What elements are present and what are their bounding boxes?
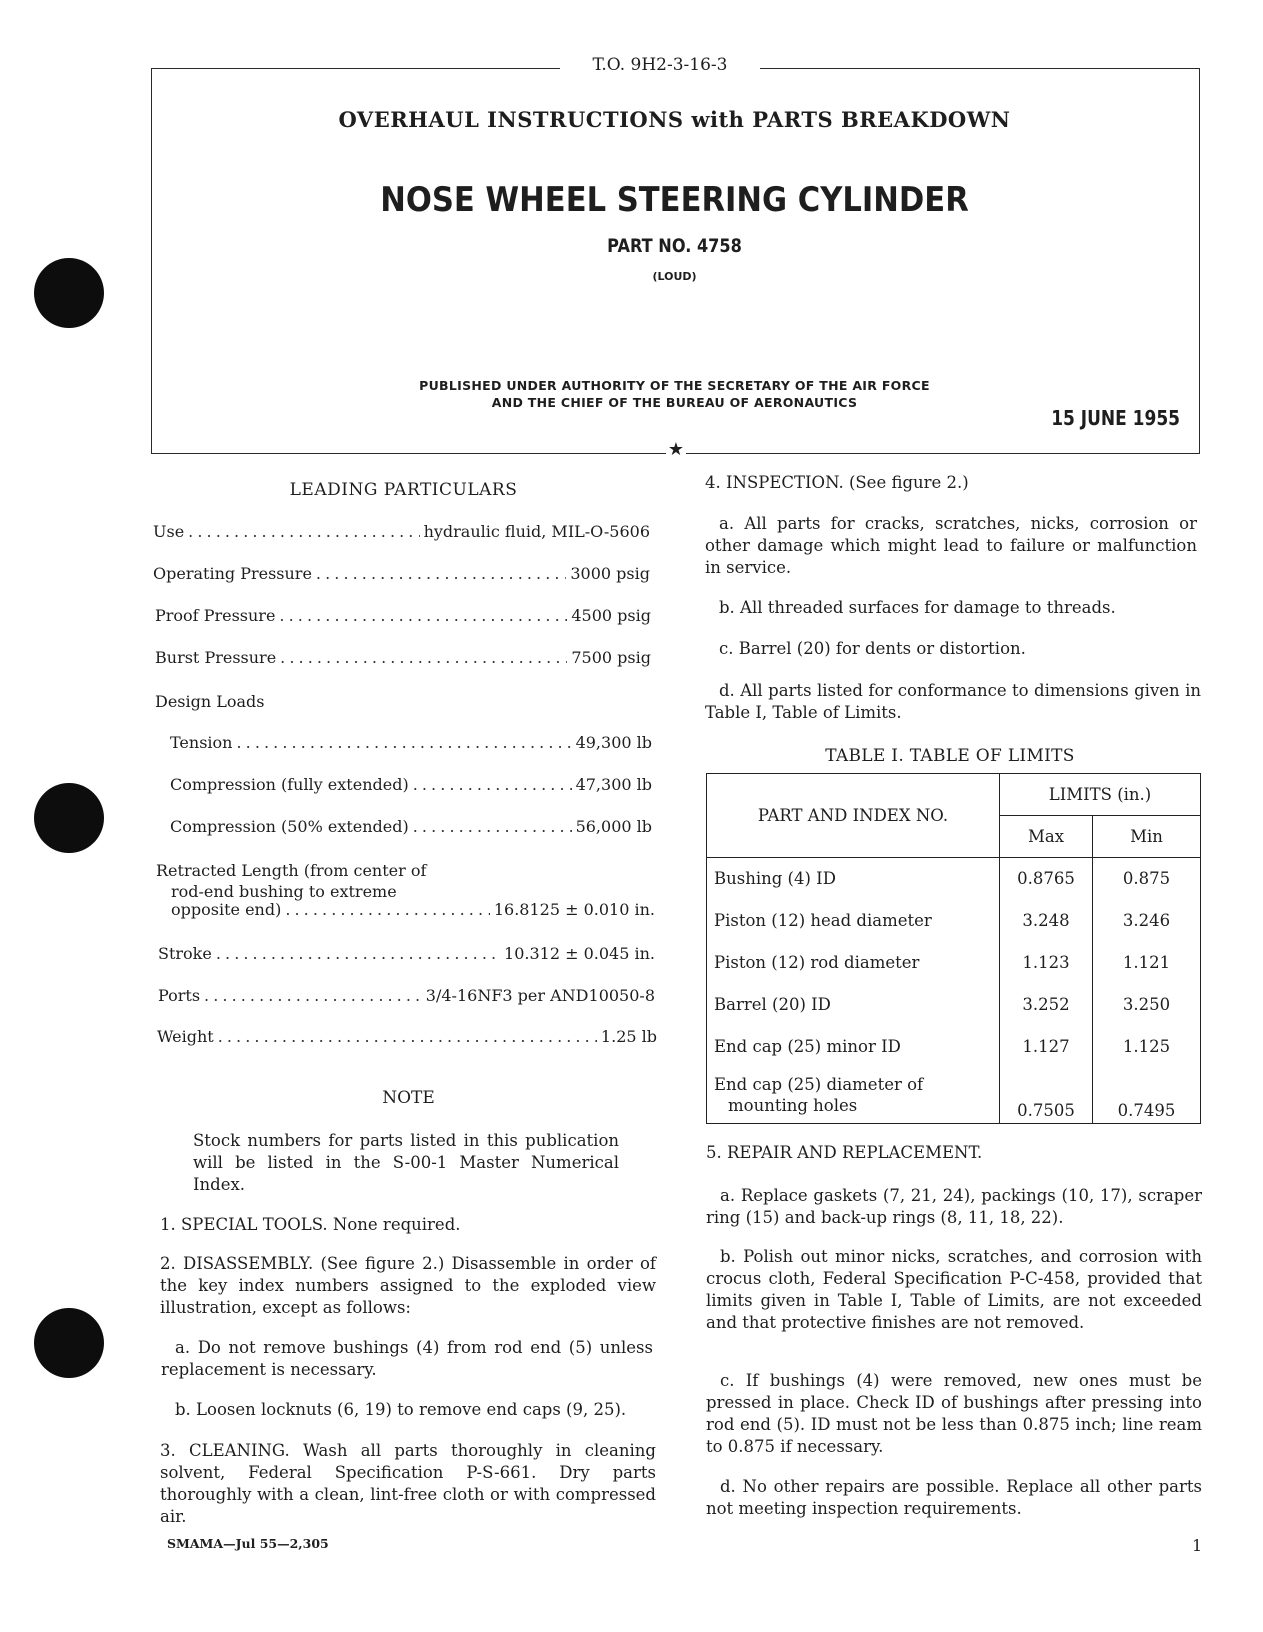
particular-proof-pressure: Proof Pressure . . . 4500 psig xyxy=(155,606,651,625)
particular-compression-50: Compression (50% extended) . . . 56,000 lb xyxy=(170,817,652,836)
particular-operating-pressure: Operating Pressure . . . 3000 psig xyxy=(153,564,650,583)
particular-retracted-line-2: rod-end bushing to extreme xyxy=(171,882,397,901)
table-row xyxy=(707,942,1201,984)
punch-hole-middle xyxy=(34,783,104,853)
punch-hole-bottom xyxy=(34,1308,104,1378)
table-row xyxy=(707,1068,1201,1124)
particular-weight: Weight . . . 1.25 lb xyxy=(157,1027,657,1046)
particular-retracted-line-1: Retracted Length (from center of xyxy=(156,861,427,880)
particular-stroke: Stroke . . . 10.312 ± 0.045 in. xyxy=(158,944,655,963)
part-cell: Bushing (4) ID xyxy=(707,858,1000,900)
publication-date: 15 JUNE 1955 xyxy=(1051,406,1180,430)
max-cell: 3.252 xyxy=(1000,984,1093,1026)
part-cell: End cap (25) minor ID xyxy=(707,1026,1000,1068)
section-repair-b: b. Polish out minor nicks, scratches, and corrosion with crocus cloth, Federal Specification P-C-458, provided that limits given in Table I, Table of Limits, are not exceeded and that protective finishes are not removed. xyxy=(706,1247,1202,1332)
table-row xyxy=(707,900,1201,942)
min-cell: 0.875 xyxy=(1093,858,1201,900)
section-disassembly-a: a. Do not remove bushings (4) from rod end (5) unless replacement is necessary. xyxy=(161,1338,653,1379)
section-disassembly: 2. DISASSEMBLY. (See figure 2.) Disassemble in order of the key index numbers assigned to the exploded view illustration, except as follows: xyxy=(160,1254,656,1317)
section-repair-a: a. Replace gaskets (7, 21, 24), packings (10, 17), scraper ring (15) and back-up rings (8, 11, 18, 22). xyxy=(706,1186,1202,1227)
header-limits: LIMITS (in.) xyxy=(1000,774,1201,816)
particular-retracted-length: opposite end) . . . 16.8125 ± 0.010 in. xyxy=(171,900,655,919)
min-cell: 3.250 xyxy=(1093,984,1201,1026)
leading-particulars-heading: LEADING PARTICULARS xyxy=(289,480,518,500)
table-title: TABLE I. TABLE OF LIMITS xyxy=(825,746,1075,766)
max-cell: 3.248 xyxy=(1000,900,1093,942)
particular-compression-full: Compression (fully extended) . . . 47,300 lb xyxy=(170,775,652,794)
section-cleaning: 3. CLEANING. Wash all parts thoroughly in cleaning solvent, Federal Specification P-S-661. Dry parts thoroughly with a clean, lint-free cloth or with compressed air. xyxy=(160,1441,656,1526)
min-cell: 1.125 xyxy=(1093,1026,1201,1068)
min-cell: 1.121 xyxy=(1093,942,1201,984)
section-repair-d: d. No other repairs are possible. Replace all other parts not meeting inspection requirements. xyxy=(706,1477,1202,1518)
document-type: OVERHAUL INSTRUCTIONS with PARTS BREAKDOWN xyxy=(338,107,1011,132)
part-cell xyxy=(707,1068,1000,1124)
section-inspection-a: a. All parts for cracks, scratches, nicks, corrosion or other damage which might lead to failure or malfunction in service. xyxy=(705,514,1197,577)
table-row xyxy=(707,984,1201,1026)
header-max: Max xyxy=(1000,816,1093,858)
section-special-tools: 1. SPECIAL TOOLS. None required. xyxy=(160,1215,461,1234)
max-cell: 1.123 xyxy=(1000,942,1093,984)
section-inspection-c: c. Barrel (20) for dents or distortion. xyxy=(719,639,1026,658)
particular-design-loads: Design Loads xyxy=(155,692,265,711)
part-cell-line-1: End cap (25) diameter of xyxy=(714,1075,924,1095)
section-inspection: 4. INSPECTION. (See figure 2.) xyxy=(705,473,969,492)
part-cell: Barrel (20) ID xyxy=(707,984,1000,1026)
page-number: 1 xyxy=(1192,1536,1203,1555)
main-title: NOSE WHEEL STEERING CYLINDER xyxy=(380,180,969,220)
limits-table xyxy=(706,773,1201,1124)
header-min: Min xyxy=(1093,816,1201,858)
note-heading: NOTE xyxy=(382,1088,435,1108)
max-cell: 0.8765 xyxy=(1000,858,1093,900)
footer-print-code: SMAMA—Jul 55—2,305 xyxy=(167,1536,329,1551)
manufacturer: (LOUD) xyxy=(652,270,697,283)
authority-line-2: AND THE CHIEF OF THE BUREAU OF AERONAUTICS xyxy=(491,395,858,410)
note-text: Stock numbers for parts listed in this publication will be listed in the S-00-1 Master Numerical Index. xyxy=(193,1131,619,1194)
table-row xyxy=(707,1026,1201,1068)
punch-hole-top xyxy=(34,258,104,328)
particular-ports: Ports . . . 3/4-16NF3 per AND10050-8 xyxy=(158,986,655,1005)
particular-tension: Tension . . . 49,300 lb xyxy=(170,733,652,752)
section-inspection-b: b. All threaded surfaces for damage to threads. xyxy=(719,598,1116,617)
section-disassembly-b: b. Loosen locknuts (6, 19) to remove end caps (9, 25). xyxy=(175,1400,627,1419)
section-repair: 5. REPAIR AND REPLACEMENT. xyxy=(706,1143,983,1162)
part-number: PART NO. 4758 xyxy=(607,235,742,257)
max-cell: 0.7505 xyxy=(1000,1068,1093,1124)
authority-statement xyxy=(151,377,1198,411)
star-icon: ★ xyxy=(667,439,685,460)
section-repair-c: c. If bushings (4) were removed, new ones must be pressed in place. Check ID of bushings after pressing into rod end (5). ID must not be less than 0.875 inch; line ream to 0.875 if necessary. xyxy=(706,1371,1202,1456)
part-cell: Piston (12) rod diameter xyxy=(707,942,1000,984)
max-cell: 1.127 xyxy=(1000,1026,1093,1068)
part-cell-line-2: mounting holes xyxy=(728,1096,858,1116)
particular-use: Use . . . hydraulic fluid, MIL-O-5606 xyxy=(153,522,650,541)
section-inspection-d: d. All parts listed for conformance to dimensions given in Table I, Table of Limits. xyxy=(705,681,1201,722)
particular-burst-pressure: Burst Pressure . . . 7500 psig xyxy=(155,648,651,667)
table-row xyxy=(707,858,1201,900)
header-part-and-index: PART AND INDEX NO. xyxy=(707,774,1000,858)
to-number: T.O. 9H2-3-16-3 xyxy=(560,55,760,75)
part-cell: Piston (12) head diameter xyxy=(707,900,1000,942)
min-cell: 0.7495 xyxy=(1093,1068,1201,1124)
authority-line-1: PUBLISHED UNDER AUTHORITY OF THE SECRETARY OF THE AIR FORCE xyxy=(419,378,930,393)
min-cell: 3.246 xyxy=(1093,900,1201,942)
